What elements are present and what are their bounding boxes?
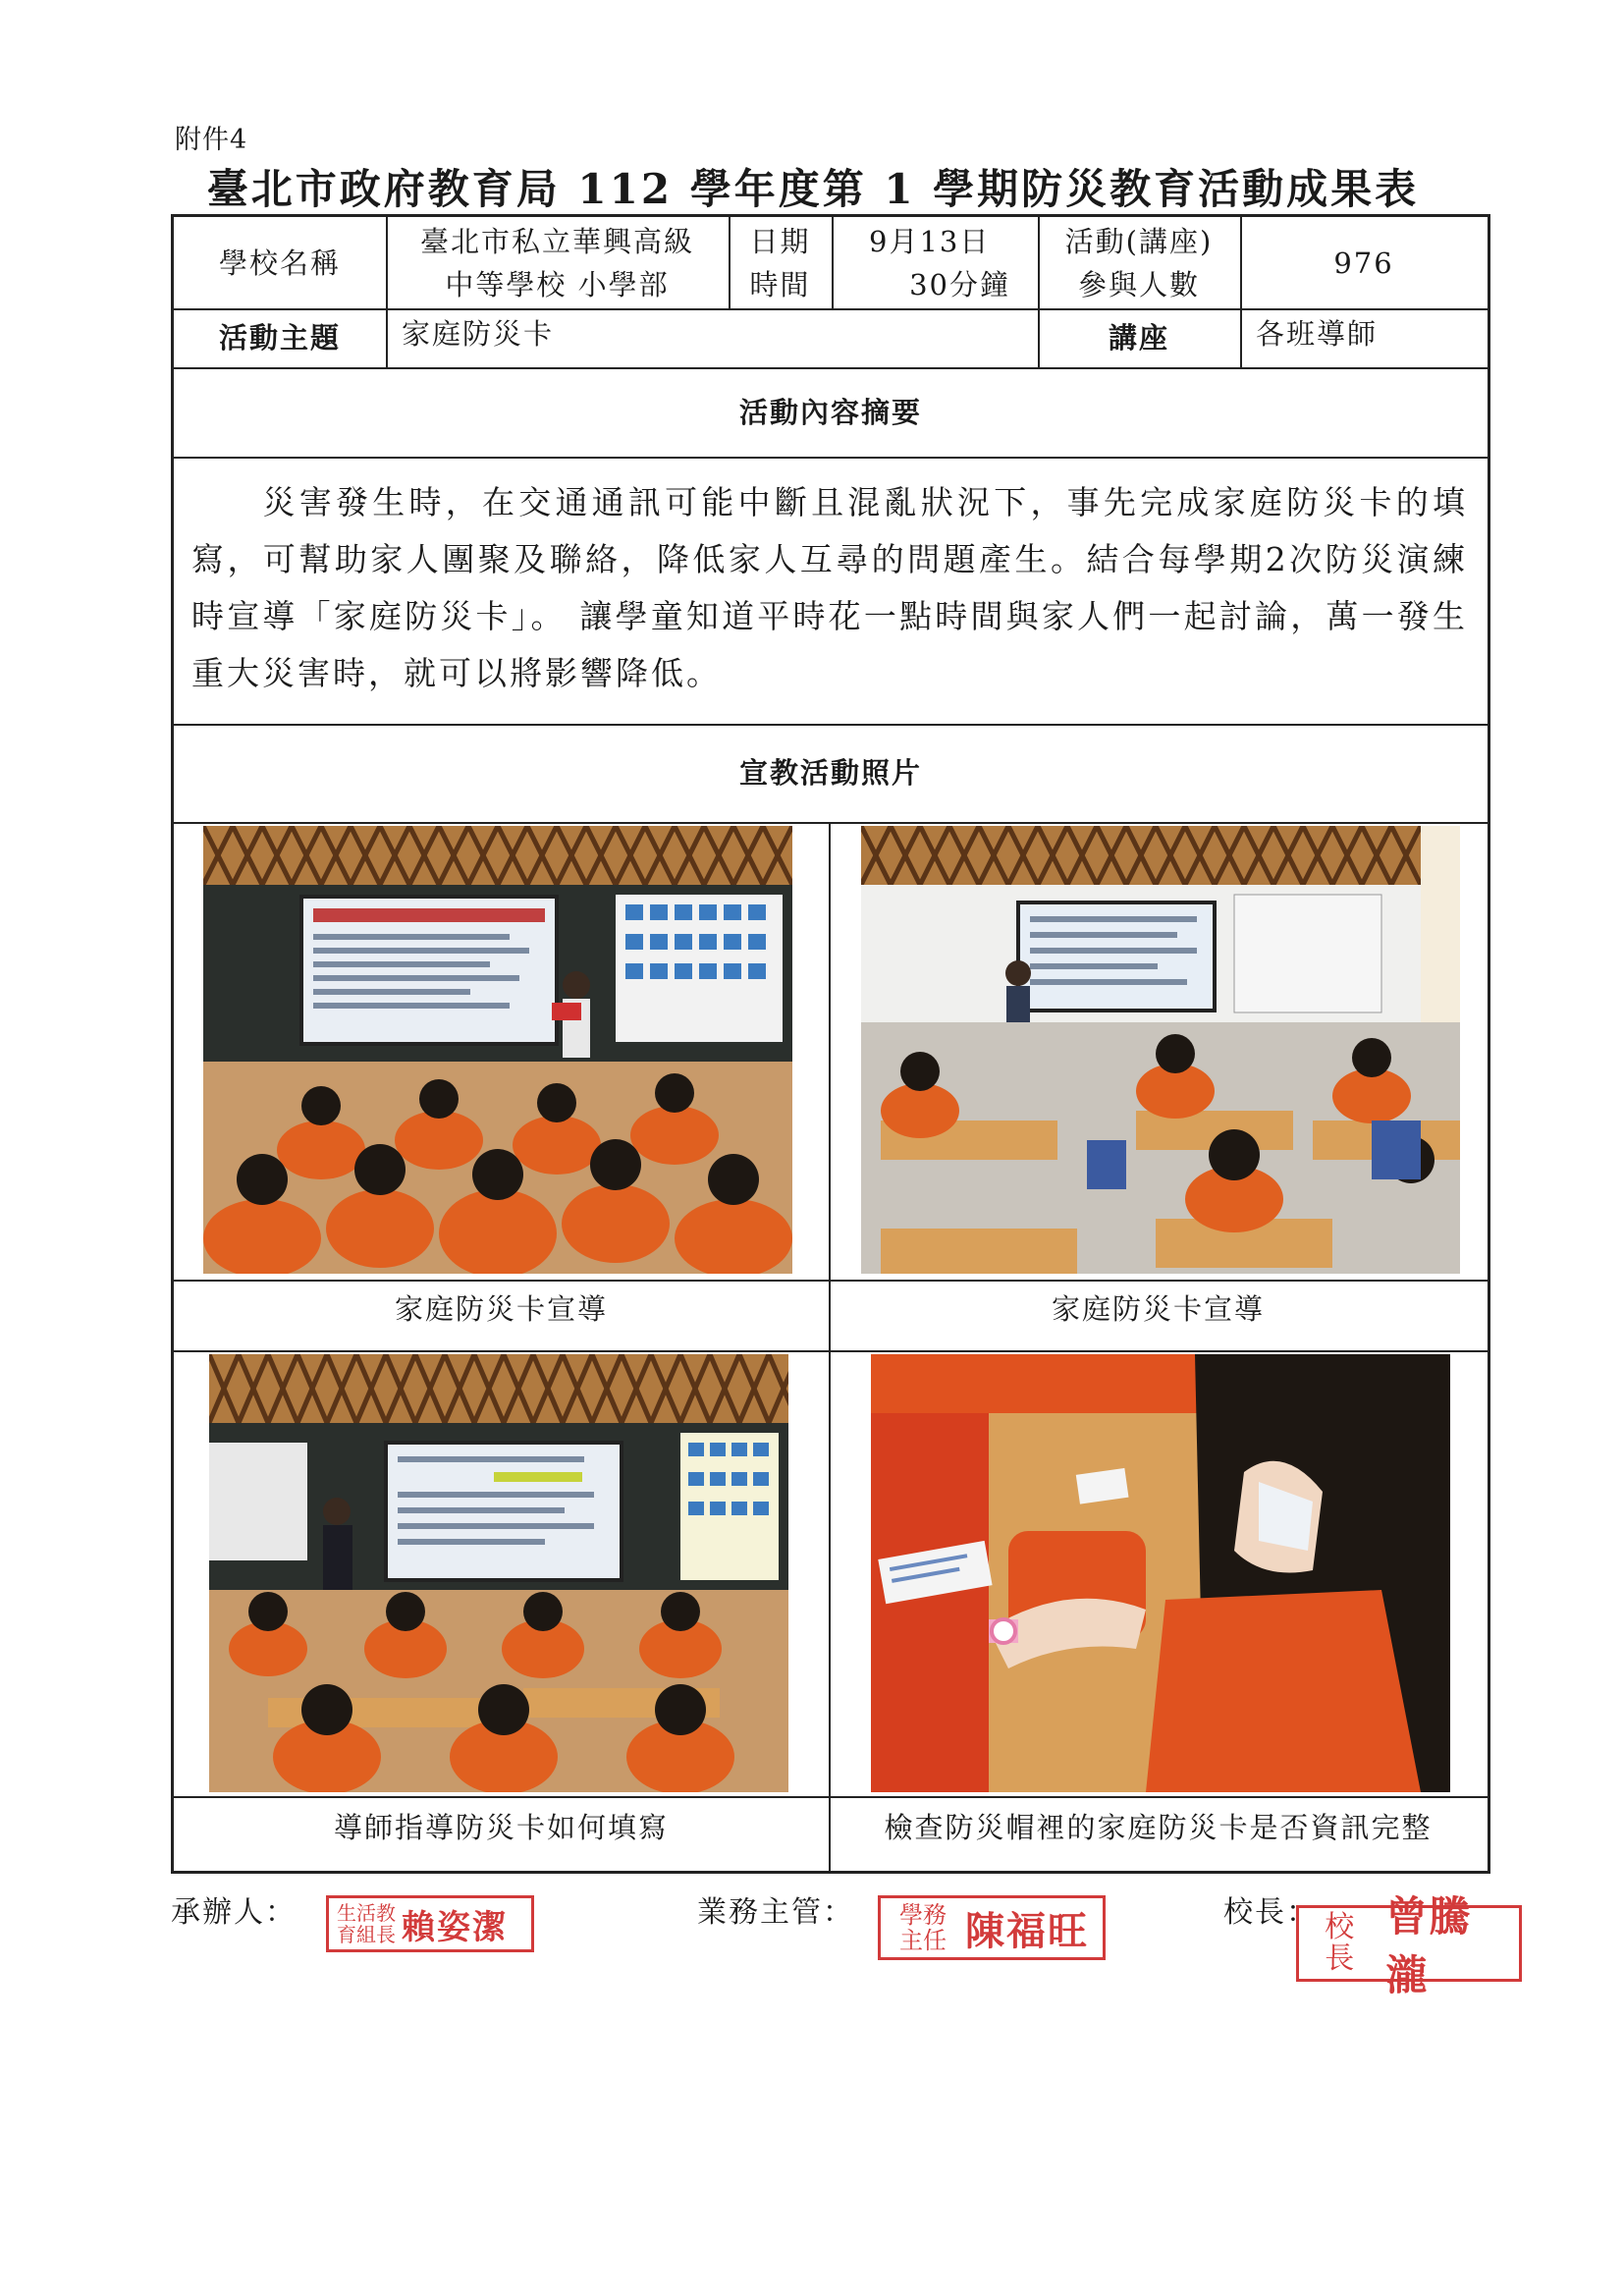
- school-name-line1: 臺北市私立華興高級: [419, 224, 694, 258]
- document-title: 臺北市政府教育局 112 學年度第 1 學期防災教育活動成果表: [206, 165, 1420, 213]
- date-label-line2: 時間: [749, 267, 811, 301]
- supervisor-label: 業務主管：: [697, 1895, 854, 1930]
- photo-caption-2: 家庭防災卡宣導: [1051, 1292, 1265, 1326]
- row-divider: [174, 1280, 1488, 1282]
- participants-label-line2: 參與人數: [1077, 267, 1200, 301]
- photo-student-holding-card: [871, 1354, 1450, 1792]
- row-divider: [174, 1796, 1488, 1798]
- supervisor-stamp-title: 學務主任: [899, 1901, 947, 1954]
- date-value-duration: 30分鐘: [909, 267, 1010, 301]
- row-divider: [174, 457, 1488, 459]
- photo-caption-4: 檢查防災帽裡的家庭防災卡是否資訊完整: [884, 1811, 1433, 1844]
- participants-value: 976: [1333, 246, 1394, 280]
- supervisor-stamp-name: 陳福旺: [965, 1907, 1089, 1954]
- photo-caption-1: 家庭防災卡宣導: [394, 1292, 608, 1326]
- report-form: [171, 214, 1490, 1874]
- handler-stamp-title: 生活教育組長: [337, 1901, 396, 1946]
- date-value-day: 9月13日: [869, 224, 991, 258]
- handler-label: 承辦人：: [171, 1895, 297, 1930]
- photo-caption-3: 導師指導防災卡如何填寫: [333, 1811, 669, 1844]
- lecture-value: 各班導師: [1256, 317, 1379, 351]
- principal-stamp-title: 校長: [1325, 1910, 1361, 1976]
- date-label: [729, 217, 832, 308]
- principal-stamp: [1296, 1892, 1522, 1999]
- photo-teacher-guiding-card: [209, 1354, 788, 1792]
- attachment-label: 附件4: [175, 125, 248, 155]
- summary-header: 活動內容摘要: [738, 395, 922, 429]
- supervisor-stamp: [878, 1895, 1106, 1960]
- row-divider: [174, 822, 1488, 824]
- school-name-label: 學校名稱: [218, 246, 341, 280]
- handler-stamp: [326, 1895, 534, 1952]
- school-name-line2: 中等學校 小學部: [445, 267, 670, 301]
- date-value: [832, 217, 1038, 308]
- summary-text: 災害發生時，在交通通訊可能中斷且混亂狀況下，事先完成家庭防災卡的填寫，可幫助家人團聚及聯絡，降低家人互尋的問題產生。結合每學期2次防災演練時宣導「家庭防災卡」。 讓學童知道平時花一點時間與家人們一起討論，萬一發生重大災害時，就可以將影響降低。: [191, 483, 1468, 692]
- photo-col-divider: [829, 822, 831, 1874]
- date-label-line1: 日期: [749, 224, 811, 258]
- principal-label: 校長：: [1223, 1895, 1318, 1930]
- principal-stamp-name: 曾騰瀧: [1385, 1892, 1473, 1999]
- photo-classroom-teacher-presenting: [203, 826, 792, 1274]
- school-name-value: [386, 217, 729, 308]
- participants-label-line1: 活動(講座): [1064, 224, 1214, 258]
- theme-value: 家庭防災卡: [402, 317, 555, 351]
- theme-label: 活動主題: [218, 321, 341, 355]
- photo-classroom-teacher-pointing: [861, 826, 1460, 1274]
- row-divider: [174, 1350, 1488, 1352]
- photos-header: 宣教活動照片: [738, 756, 922, 790]
- handler-stamp-name: 賴姿潔: [402, 1907, 508, 1947]
- lecture-label: 講座: [1108, 321, 1169, 355]
- participants-label: [1038, 217, 1240, 308]
